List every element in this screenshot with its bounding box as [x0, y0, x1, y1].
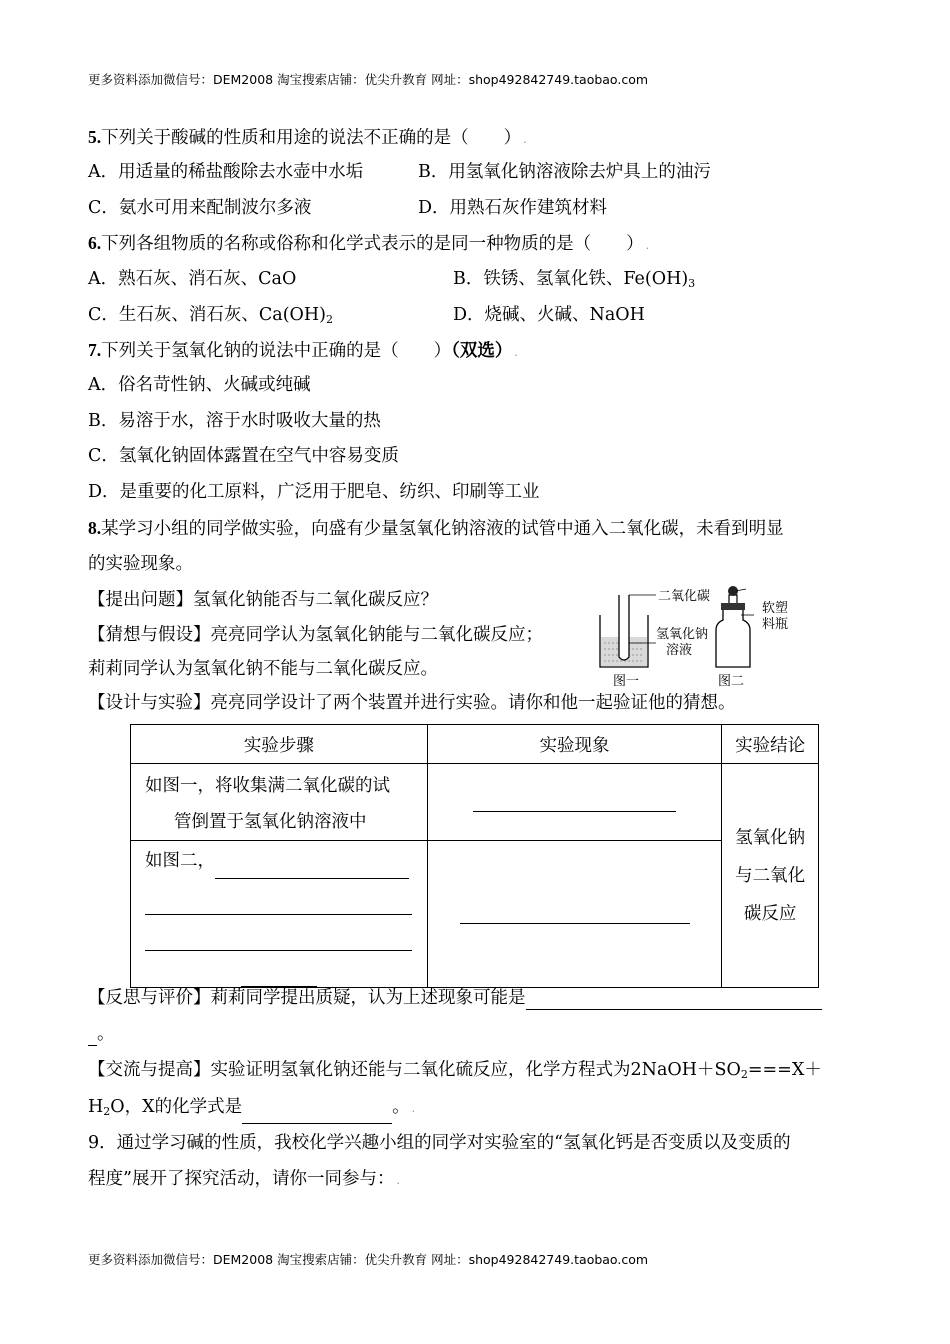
- q9-line-2: 程度”展开了探究活动，请你一同参与： .: [88, 1169, 400, 1189]
- table-row: [131, 764, 819, 841]
- row2-step-blank-2[interactable]: [145, 896, 412, 915]
- figure-label-co2: 二氧化碳: [658, 589, 711, 604]
- q6-number: 6.: [88, 233, 102, 253]
- row1-step: 如图一，将收集满二氧化碳的试 管倒置于氢氧化钠溶液中: [131, 764, 428, 841]
- header-conclusion: 实验结论: [722, 725, 819, 764]
- q6-option-d: D．烧碱、火碱、NaOH: [453, 305, 645, 325]
- q8-stem-1: 8.某学习小组的同学做实验，向盛有少量氢氧化钠溶液的试管中通入二氧化碳，未看到明显: [88, 518, 784, 539]
- q5-stem: 5.下列关于酸碱的性质和用途的说法不正确的是（ ） .: [88, 127, 527, 148]
- q6-option-a: A．熟石灰、消石灰、CaO: [88, 269, 297, 289]
- row2-step-blank-1[interactable]: [215, 860, 409, 879]
- figure-label-bottle-1: 软塑: [762, 601, 789, 616]
- q5-number: 5.: [88, 127, 102, 147]
- q8-exchange-2: $H_2O$，X的化学式是 。 .: [88, 1095, 415, 1124]
- row1-phenomenon-blank[interactable]: [427, 764, 721, 841]
- table-row: [131, 841, 819, 988]
- q5-option-d: D．用熟石灰作建筑材料: [418, 198, 608, 218]
- q6-option-c: C．生石灰、消石灰、$Ca(OH)_2$: [88, 305, 333, 326]
- q6-option-b: B．铁锈、氢氧化铁、$Fe(OH)_3$: [453, 269, 696, 290]
- beaker-figure-one: [600, 595, 656, 667]
- page-header: 更多资料添加微信号：DEM2008 淘宝搜索店铺：优尖升教育 网址：shop492842749.taobao.com: [88, 72, 649, 87]
- q7-stem: 7.下列关于氢氧化钠的说法中正确的是（ ）（双选） .: [88, 340, 518, 361]
- figure-label-bottle-2: 料瓶: [762, 617, 789, 632]
- q7-option-b: B．易溶于水，溶于水时吸收大量的热: [88, 411, 381, 431]
- q7-tag: （双选）: [451, 340, 513, 360]
- q8-stem-2: 的实验现象。: [88, 554, 193, 574]
- q8-ask: 【提出问题】氢氧化钠能否与二氧化碳反应？: [88, 590, 438, 610]
- row2-step-blank-4[interactable]: [241, 968, 317, 987]
- q6-stem: 6.下列各组物质的名称或俗称和化学式表示的是同一种物质的是（ ） .: [88, 233, 650, 254]
- header-phenomenon: 实验现象: [427, 725, 721, 764]
- row2-step: 如图二，: [131, 841, 428, 988]
- q8-guess-1: 【猜想与假设】亮亮同学认为氢氧化钠能与二氧化碳反应；: [88, 625, 543, 645]
- page-footer: 更多资料添加微信号：DEM2008 淘宝搜索店铺：优尖升教育 网址：shop492842749.taobao.com: [88, 1252, 649, 1267]
- experiment-figure: [596, 585, 818, 690]
- q8-number: 8.: [88, 518, 102, 538]
- figure-caption-1: 图一: [613, 674, 640, 689]
- q8-design: 【设计与实验】亮亮同学设计了两个装置并进行实验。请你和他一起验证他的猜想。: [88, 693, 736, 713]
- figure-caption-2: 图二: [718, 674, 745, 689]
- figure-label-naoh-1: 氢氧化钠: [656, 627, 709, 642]
- conclusion-cell: 氢氧化钠 与二氧化 碳反应: [722, 764, 819, 988]
- q5-option-b: B．用氢氧化钠溶液除去炉具上的油污: [418, 162, 711, 182]
- row2-phenomenon-blank[interactable]: [427, 841, 721, 988]
- q7-option-a: A．俗名苛性钠、火碱或纯碱: [88, 375, 311, 395]
- row2-step-blank-3[interactable]: [145, 932, 412, 951]
- figure-label-naoh-2: 溶液: [666, 643, 693, 658]
- header-step: 实验步骤: [131, 725, 428, 764]
- q8-guess-2: 莉莉同学认为氢氧化钠不能与二氧化碳反应。: [88, 659, 438, 679]
- q7-option-c: C．氢氧化钠固体露置在空气中容易变质: [88, 446, 399, 466]
- q7-number: 7.: [88, 340, 102, 360]
- q9-line-1: 9．通过学习碱的性质，我校化学兴趣小组的同学对实验室的“氢氧化钙是否变质以及变质的: [88, 1133, 791, 1153]
- reflect-blank[interactable]: [526, 991, 822, 1010]
- formula-blank[interactable]: [242, 1105, 392, 1124]
- q8-exchange-1: 【交流与提高】实验证明氢氧化钠还能与二氧化硫反应，化学方程式为$2NaOH+SO_2===X+$: [88, 1060, 822, 1081]
- experiment-table: [130, 724, 819, 988]
- table-header-row: [131, 725, 819, 764]
- q8-reflect-end: 。: [88, 1022, 115, 1046]
- bottle-figure-two: [716, 586, 754, 667]
- q7-option-d: D．是重要的化工原料，广泛用于肥皂、纺织、印刷等工业: [88, 482, 540, 502]
- q5-option-a: A．用适量的稀盐酸除去水壶中水垢: [88, 162, 364, 182]
- q8-reflect: 【反思与评价】莉莉同学提出质疑，认为上述现象可能是: [88, 986, 822, 1010]
- q5-option-c: C．氨水可用来配制波尔多液: [88, 198, 312, 218]
